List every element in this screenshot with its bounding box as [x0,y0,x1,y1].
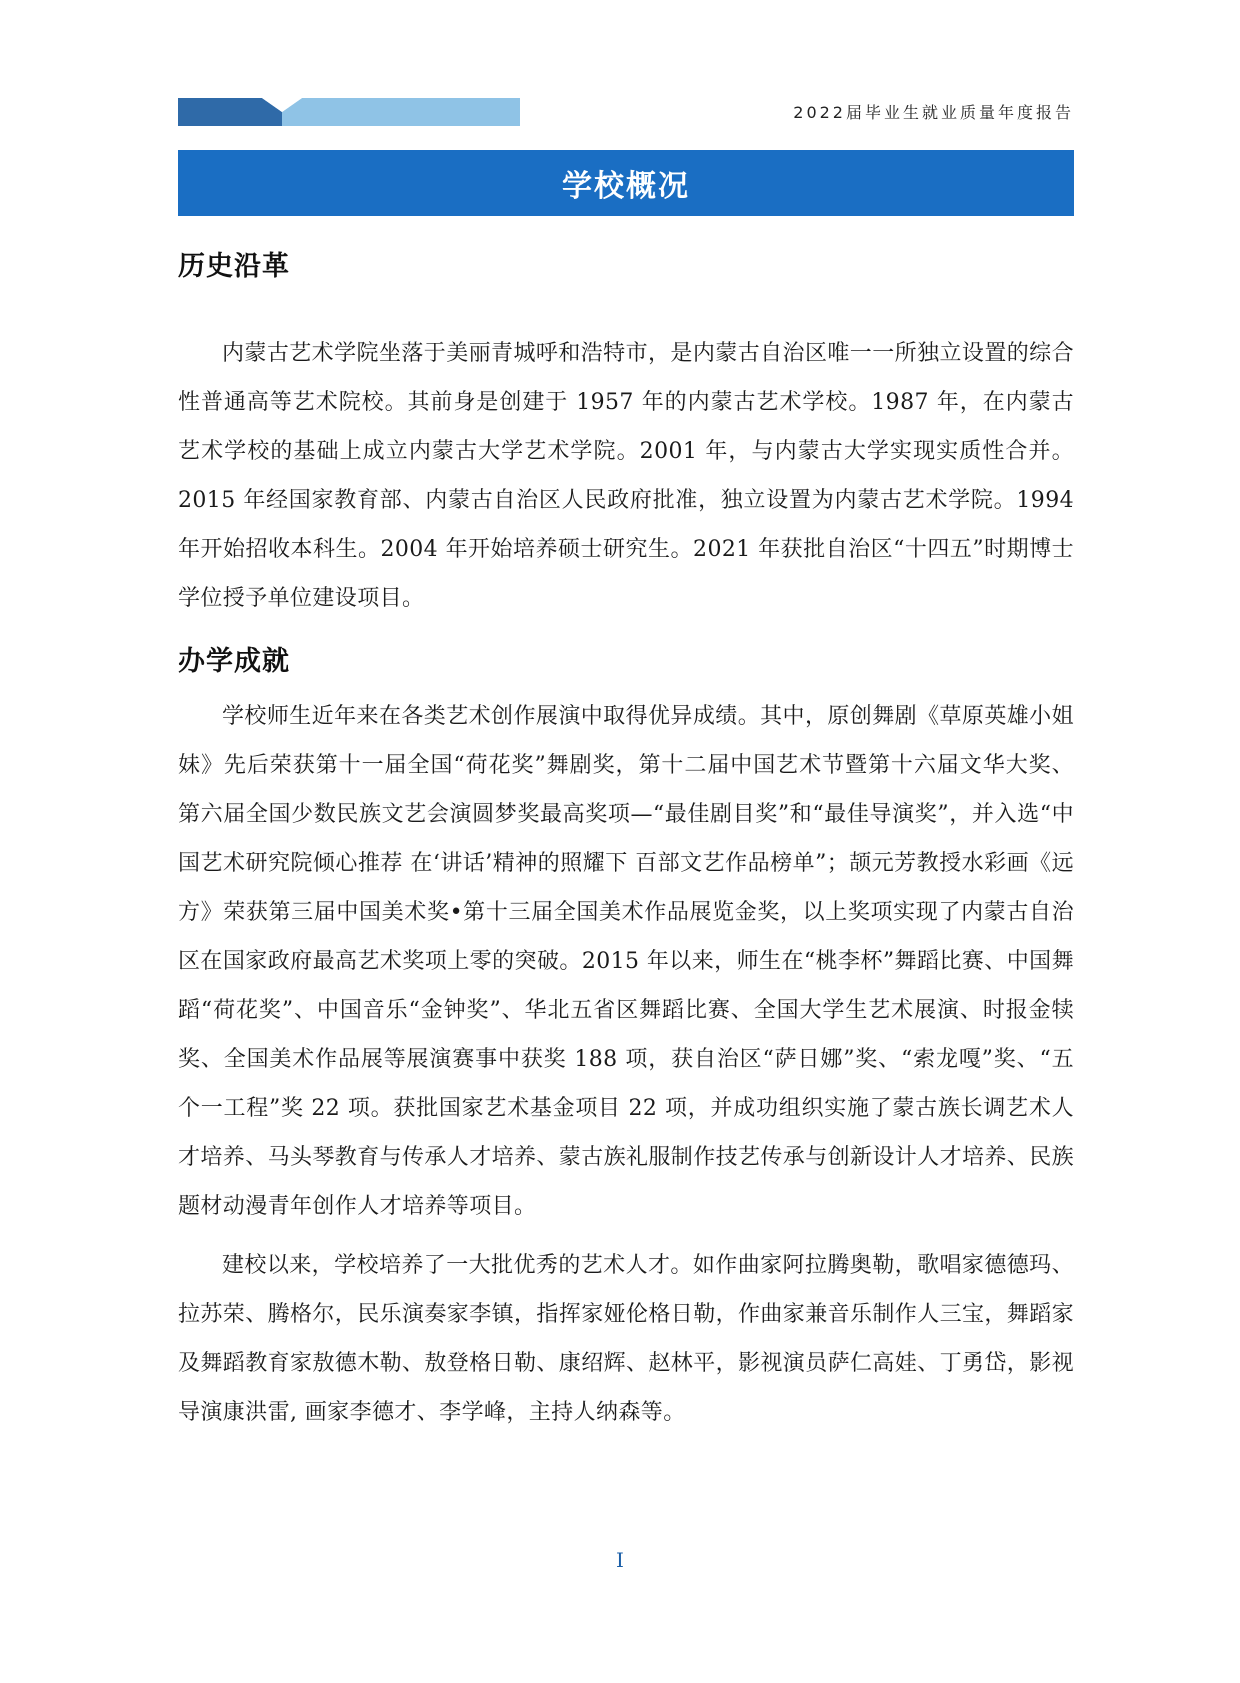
achievements-heading: 办学成就 [178,646,290,677]
page-content [178,244,1074,1437]
page-number: I [616,1548,624,1572]
history-heading: 历史沿革 [178,251,290,282]
achievements-paragraph-1: 学校师生近年来在各类艺术创作展演中取得优异成绩。其中，原创舞剧《草原英雄小姐妹》先后荣获第十一届全国“荷花奖”舞剧奖，第十二届中国艺术节暨第十六届文华大奖、第六届全国少数民族文艺会演圆梦奖最高奖项—“最佳剧目奖”和“最佳导演奖”，并入选“中国艺术研究院倾心推荐 在‘讲话’精神的照耀下 百部文艺作品榜单”；颉元芳教授水彩画《远方》荣获第三届中国美术奖•第十三届全国美术作品展览金奖，以上奖项实现了内蒙古自治区在国家政府最高艺术奖项上零的突破。2015 年以来，师生在“桃李杯”舞蹈比赛、中国舞蹈“荷花奖”、中国音乐“金钟奖”、华北五省区舞蹈比赛、全国大学生艺术展演、时报金犊奖、全国美术作品展等展演赛事中获奖 188 项，获自治区“萨日娜”奖、“索龙嘎”奖、“五个一工程”奖 22 项。获批国家艺术基金项目 22 项，并成功组织实施了蒙古族长调艺术人才培养、马头琴教育与传承人才培养、蒙古族礼服制作技艺传承与创新设计人才培养、民族题材动漫青年创作人才培养等项目。 [178,704,1075,1219]
history-paragraph: 内蒙古艺术学院坐落于美丽青城呼和浩特市，是内蒙古自治区唯一一所独立设置的综合性普通高等艺术院校。其前身是创建于 1957 年的内蒙古艺术学校。1987 年，在内蒙古艺术学校的基础上成立内蒙古大学艺术学院。2001 年，与内蒙古大学实现实质性合并。2015 年经国家教育部、内蒙古自治区人民政府批准，独立设置为内蒙古艺术学院。1994 年开始招收本科生。2004 年开始培养硕士研究生。2021 年获批自治区“十四五”时期博士学位授予单位建设项目。 [178,341,1074,611]
report-title: 2022届毕业生就业质量年度报告 [793,103,1074,122]
section-title: 学校概况 [562,169,690,204]
section-banner [178,150,1074,216]
header-decoration [178,98,520,126]
achievements-paragraph-2: 建校以来，学校培养了一大批优秀的艺术人才。如作曲家阿拉腾奥勒，歌唱家德德玛、拉苏荣、腾格尔，民乐演奏家李镇，指挥家娅伦格日勒，作曲家兼音乐制作人三宝，舞蹈家及舞蹈教育家敖德木勒、敖登格日勒、康绍辉、赵林平，影视演员萨仁高娃、丁勇岱，影视导演康洪雷, 画家李德才、李学峰，主持人纳森等。 [178,1253,1075,1425]
